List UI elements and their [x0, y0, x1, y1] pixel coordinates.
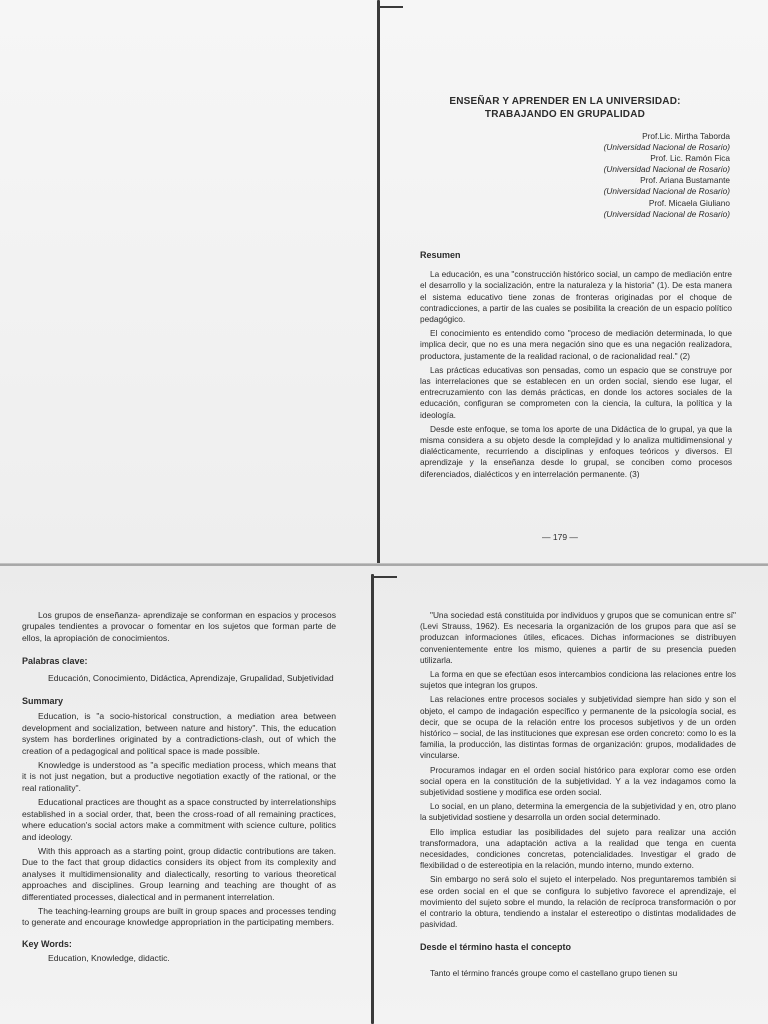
- title-line-2: TRABAJANDO EN GRUPALIDAD: [484, 108, 646, 120]
- resumen-paragraph: Las prácticas educativas son pensadas, como un espacio que se construye por las interrelaciones que se establecen en un orden social, siendo ese lugar, el entrecruzamiento con las demás prácticas, en donde los actores sociales de la educación, configuran se comprometen con la ciencia, la cultura, la política y la ideología.: [420, 364, 732, 420]
- summary-paragraph: With this approach as a starting point, group didactic contributions are taken. Due to the fact that group didactics considers its object from its complexity and analyses it multidimensionality and dialectically, resorting to various theoretical approaches and disciplines. Group learning and teaching are thought of as differentiated processes, dialectical and in permanent interrelation.: [22, 845, 336, 902]
- summary-heading: Summary: [22, 696, 64, 707]
- body-paragraph: Lo social, en un plano, determina la emergencia de la subjetividad y en, otro plano la subjetividad sostiene y desarrolla un orden social determinado.: [420, 801, 736, 823]
- resumen-section: [420, 250, 732, 483]
- body-paragraph: La forma en que se efectúan esos intercambios condiciona las relaciones entre los sujetos que integran los grupos.: [420, 669, 736, 691]
- author-affiliation: (Universidad Nacional de Rosario): [603, 142, 730, 153]
- section-heading: Desde el término hasta el concepto: [420, 942, 572, 953]
- page-number: — 179 —: [542, 532, 578, 542]
- resumen-paragraph: Desde este enfoque, se toma los aporte de una Didáctica de lo grupal, ya que la misma considera a su objeto desde la complejidad y lo analiza multidimensional y dialécticamente, recurriendo a disciplinas y enfoques teóricos y diversos. El aprendizaje y la enseñanza desde lo grupal, se conciben como procesos diferenciados, dialécticos y en interrelación permanente. (3): [420, 423, 732, 479]
- author-name: Prof. Ariana Bustamante: [640, 175, 730, 186]
- author-name: Prof. Lic. Ramón Fica: [650, 153, 730, 164]
- summary-paragraph: Educational practices are thought as a space constructed by interrelationships established in a social order, that, been the cross-road of all remaining practices, where education's social actors make a commitment with science culture, politics and ideology.: [22, 797, 336, 842]
- key-words-text: Education, Knowledge, didactic.: [48, 953, 170, 964]
- key-words-heading: Key Words:: [22, 938, 72, 949]
- body-paragraph: Procuramos indagar en el orden social histórico para explorar como ese orden social opera en la constitución de la subjetividad. Y a la vez indagamos como la subjetividad sostiene y modifica ese orden social.: [420, 764, 736, 798]
- author-name: Prof.Lic. Mirtha Taborda: [642, 131, 730, 141]
- title-line-1: ENSEÑAR Y APRENDER EN LA UNIVERSIDAD:: [449, 96, 681, 107]
- page-binding-edge: [371, 574, 374, 1024]
- intro-paragraph: Los grupos de enseñanza- aprendizaje se conforman en espacios y procesos grupales tendientes a provocar o fomentar en los sujetos que forman parte de ellos, la apropiación de conocimientos.: [22, 610, 336, 643]
- summary-paragraph: Knowledge is understood as "a specific mediation process, which means that it is not just negation, but a productive negotiation exactly of the rational, or the real rationality".: [22, 760, 336, 793]
- left-page-column: [22, 610, 336, 968]
- summary-paragraph: The teaching-learning groups are built in group spaces and processes tending to generate and encourage knowledge appropriation in the participating members.: [22, 905, 336, 928]
- author-affiliation: (Universidad Nacional de Rosario): [603, 186, 730, 197]
- binding-corner-mark: [371, 576, 397, 578]
- page-binding-edge: [377, 0, 380, 566]
- body-paragraph: "Una sociedad está constituida por individuos y grupos que se comunican entre sí" (Levi Strauss, 1962). Es necesaria la organización de los grupos para que así se produzcan informaciones útiles, eficaces. Dichas informaciones se distribuyen convenientemente entre los mismo, quienes a partir de su presencia pueden utilizarla.: [420, 610, 736, 665]
- article-title: [420, 96, 710, 121]
- author-list: [470, 131, 730, 220]
- resumen-paragraph: El conocimiento es entendido como "proceso de mediación determinada, lo que implica decir, que no es una mera negación sino que es una negación realizadora, productora, justamente de la realidad racional, o de racionalidad real." (2): [420, 328, 732, 361]
- resumen-heading: Resumen: [420, 250, 461, 260]
- bottom-spread: [0, 566, 768, 1024]
- body-paragraph: Ello implica estudiar las posibilidades del sujeto para realizar una acción transformadora, una adaptación activa a la realidad que tenga en cuenta necesidades, condiciones concretas, potencialidades. Investigar el grado de flexibilidad o de estereotipia en la relación, mundo interno, mundo externo.: [420, 826, 736, 871]
- resumen-paragraph: La educación, es una "construcción histórico social, un campo de mediación entre el desarrollo y la socialización, entre la naturaleza y la historia" (1). De esta manera el sistema educativo tiene zonas de fronteras originadas por el choque de contradicciones, a partir de las cuales se posibilita la creación de un espacio político pedagógico.: [420, 269, 732, 325]
- binding-corner-mark: [377, 6, 403, 8]
- body-paragraph: Sin embargo no será solo el sujeto el interpelado. Nos preguntaremos también si ese orden social en el que se configura lo subjetivo favorece el aprendizaje, el movimiento del sujeto sobre el mundo, la relación de recíproca transformación o por el contrario la obtura, tendiendo a instalar el estereotipo o distintas modalidades de pasividad.: [420, 874, 736, 930]
- author-affiliation: (Universidad Nacional de Rosario): [603, 164, 730, 175]
- right-page-column: [420, 610, 736, 982]
- body-paragraph: Las relaciones entre procesos sociales y subjetividad siempre han sido y son el objeto, el campo de indagación específico y permanente de la psicología social, es decir, que se ocupa de la relación entre los procesos subjetivos y de un orden histórico – social, de las instituciones que expresan ese orden concreto: como lo es la familia, la producción, las distintas formas de organización: grupos, modalidades de vincularse.: [420, 694, 736, 761]
- palabras-clave-text: Educación, Conocimiento, Didáctica, Aprendizaje, Grupalidad, Subjetividad: [48, 672, 334, 683]
- author-affiliation: (Universidad Nacional de Rosario): [603, 208, 730, 219]
- palabras-clave-heading: Palabras clave:: [22, 656, 88, 667]
- author-name: Prof. Micaela Giuliano: [648, 197, 730, 208]
- summary-paragraph: Education, is "a socio-historical construction, a mediation area between development and socialization, between nature and history". This, the education system has borderlines originated by a contradictions-clash, out of which the creation of a pedagogical and political space is made possible.: [22, 711, 336, 756]
- body-paragraph-start: Tanto el término francés groupe como el castellano grupo tienen su: [430, 967, 678, 978]
